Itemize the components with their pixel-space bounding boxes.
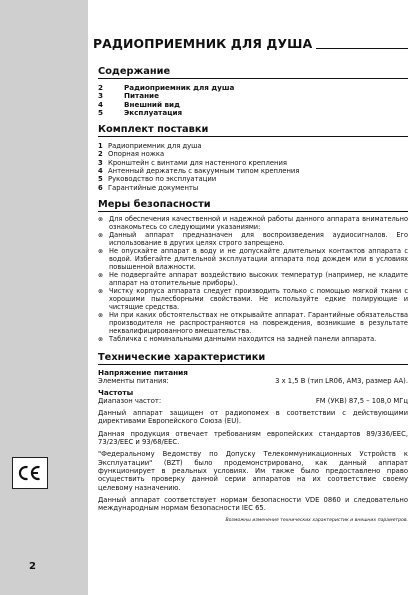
bullet-icon: ⊗ — [98, 311, 104, 319]
contents-item-number: 5 — [98, 107, 104, 117]
changes-note: Возможны изменения технических характеристик и внешних параметров. — [225, 518, 408, 524]
kit-item-number: 5 — [98, 175, 103, 184]
kit-item-label: Радиоприемник для душа — [108, 142, 202, 151]
ce-mark-logo — [12, 457, 48, 489]
bullet-icon: ⊗ — [98, 247, 104, 255]
kit-item-number: 6 — [98, 183, 103, 192]
safety-item-text: Не опускайте аппарат в воду и не допускайте длительных контактов аппарата с водой. Избегайте длительной эксплуатации аппарата под дождем или в условиях повышенной влажности. — [109, 246, 408, 271]
safety-list — [98, 216, 408, 344]
safety-item-text: Табличка с номинальными данными находится на задней панели аппарата. — [109, 334, 377, 343]
kit-item-label: Гарантийные документы — [108, 183, 199, 192]
safety-item-text: Для обеспечения качественной и надежной работы данного аппарата внимательно ознакомьтесь со следующими указаниями: — [109, 214, 408, 231]
kit-item — [98, 167, 408, 175]
safety-item-text: Данный аппарат предназначен для воспроизведения аудиосигналов. Его использование в других целях строго запрещено. — [109, 230, 408, 247]
kit-item-number: 1 — [98, 142, 103, 151]
page-title-block — [93, 36, 408, 50]
kit-item-label: Антенный держатель с вакуумным типом крепления — [108, 167, 300, 176]
safety-heading: Меры безопасности — [98, 199, 408, 212]
safety-item — [98, 288, 408, 312]
contents-list — [98, 84, 408, 117]
contents-item-label: Питание — [124, 91, 159, 101]
kit-item-label: Опорная ножка — [108, 150, 165, 159]
bullet-icon: ⊗ — [98, 335, 104, 343]
safety-item — [98, 248, 408, 272]
freq-label: Диапазон частот: — [98, 396, 162, 405]
freq-heading: Частоты — [98, 387, 134, 397]
power-label: Элементы питания: — [98, 376, 169, 385]
contents-item — [98, 109, 408, 117]
kit-item-number: 4 — [98, 167, 103, 176]
contents-item-label: Внешний вид — [124, 99, 180, 109]
kit-list — [98, 142, 408, 192]
safety-item — [98, 312, 408, 336]
power-heading: Напряжение питания — [98, 367, 188, 377]
specs-heading: Технические характеристики — [98, 352, 408, 365]
contents-item-number: 3 — [98, 91, 104, 101]
bullet-icon: ⊗ — [98, 287, 104, 295]
bullet-icon: ⊗ — [98, 271, 104, 279]
freq-row — [98, 397, 408, 405]
contents-heading: Содержание — [98, 66, 408, 79]
kit-item-number: 3 — [98, 158, 103, 167]
power-value: 3 х 1,5 В (тип LR06, AM3, размер AA). — [275, 376, 408, 385]
spec-paragraph: Данная продукция отвечает требованиям европейских стандартов 89/336/EEC, 73/23/EEC и 93/68/EEC. — [98, 429, 408, 447]
bullet-icon: ⊗ — [98, 231, 104, 239]
main-content — [98, 66, 408, 526]
contents-item-number: 2 — [98, 83, 104, 92]
spec-paragraph: "Федеральному Ведомству по Допуску Телекоммуникационных Устройств к Эксплуатации" (BZT) было продемонстрировано, как данный аппарат функционирует в реальных условиях. Им также было предоставлено право осуществить проверку данной серии аппаратов на их соответствие своему целевому назначению. — [98, 450, 408, 492]
safety-item-text: Чистку корпуса аппарата следует производить только с помощью мягкой ткани с хорошими пылесборными свойствами. Не используйте едкие полирующие и чистящие средства. — [109, 286, 408, 311]
contents-item-label: Эксплуатация — [124, 107, 183, 117]
power-row — [98, 377, 408, 385]
kit-item — [98, 184, 408, 192]
ce-mark-icon — [17, 464, 43, 482]
safety-item — [98, 272, 408, 288]
safety-item-text: Не подвергайте аппарат воздействию высоких температур (например, не кладите аппарат на отопительные приборы). — [109, 270, 408, 287]
kit-heading: Комплект поставки — [98, 124, 408, 137]
kit-item — [98, 150, 408, 158]
contents-item-label: Радиоприемник для душа — [124, 83, 235, 92]
page-title: РАДИОПРИЕМНИК ДЛЯ ДУША — [93, 36, 316, 51]
kit-item — [98, 175, 408, 183]
kit-item — [98, 159, 408, 167]
specs-section — [98, 368, 408, 526]
freq-value: FM (УКВ) 87,5 – 108,0 МГц — [315, 396, 408, 405]
safety-item — [98, 216, 408, 232]
kit-item-number: 2 — [98, 150, 103, 159]
bullet-icon: ⊗ — [98, 215, 104, 223]
page-sidebar — [0, 0, 88, 595]
kit-item-label: Кронштейн с винтами для настенного крепления — [108, 158, 287, 167]
safety-item — [98, 336, 408, 344]
kit-item — [98, 142, 408, 150]
spec-paragraph: Данный аппарат защищен от радиопомех в соответствии с действующими директивами Европейского Союза (EU). — [98, 409, 408, 426]
spec-paragraph: Данный аппарат соответствует нормам безопасности VDE 0860 и следовательно международным нормам безопасности IEC 65. — [98, 495, 408, 513]
page-number: 2 — [29, 561, 36, 572]
safety-item — [98, 232, 408, 248]
kit-item-label: Руководство по эксплуатации — [108, 175, 217, 184]
safety-item-text: Ни при каких обстоятельствах не открывайте аппарат. Гарантийные обязательства производителя не распространяются на повреждения, возникшие в результате неквалифицированного вмешательства. — [109, 310, 408, 335]
contents-item-number: 4 — [98, 99, 104, 109]
